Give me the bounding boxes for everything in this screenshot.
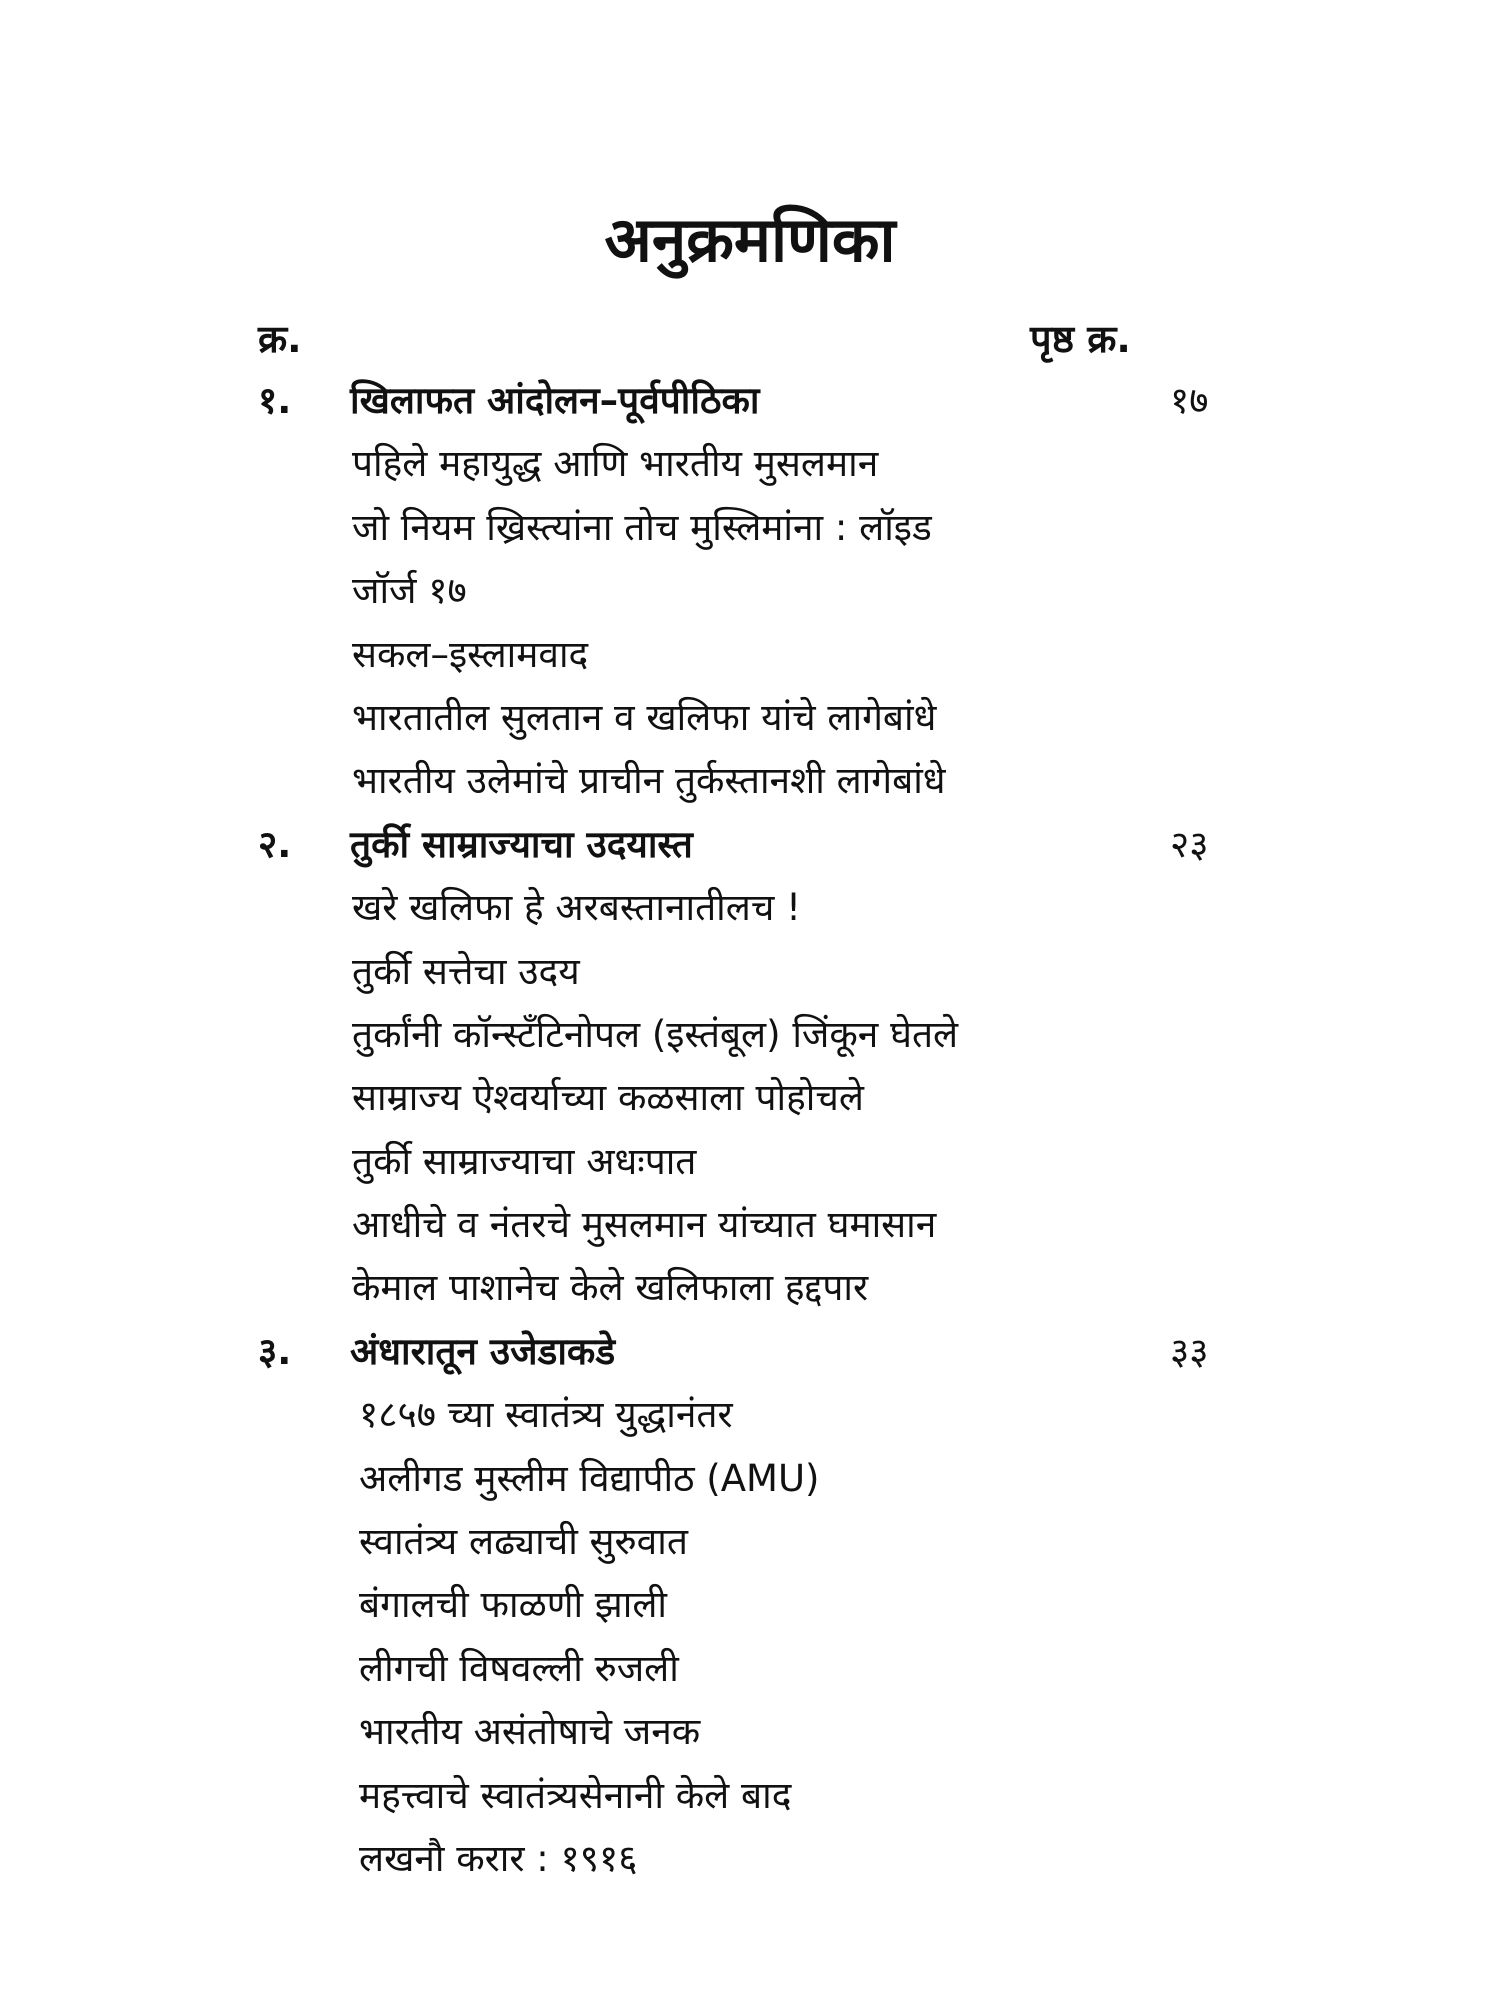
toc-subitem: [0, 749, 1500, 812]
toc-subitem: [0, 686, 1500, 749]
toc-subitem: [0, 1066, 1500, 1129]
subitem-text: तुर्कांनी कॉन्स्टँटिनोपल (इस्तंबूल) जिंकून घेतले: [352, 1012, 959, 1056]
toc-subitem: [0, 496, 1500, 559]
toc-subitem: [0, 1764, 1500, 1827]
subitem-text: खरे खलिफा हे अरबस्तानातीलच !: [352, 886, 801, 930]
page-column-header: पृष्ठ क्र.: [1030, 317, 1131, 361]
section-page-number: १७: [1170, 379, 1209, 422]
toc-subitem: [0, 1700, 1500, 1763]
section-number: १.: [258, 379, 292, 422]
subitem-text: साम्राज्य ऐश्वर्याच्या कळसाला पोहोचले: [352, 1076, 864, 1120]
section-number: २.: [258, 822, 292, 866]
toc-subitem: [0, 559, 1500, 622]
toc-subitem: [0, 1510, 1500, 1573]
subitem-text: पहिले महायुद्ध आणि भारतीय मुसलमान: [352, 442, 879, 486]
subitem-text: जॉर्ज १७: [352, 569, 467, 613]
subitem-text: भारतीय असंतोषाचे जनक: [359, 1710, 701, 1754]
toc-subitem: [0, 1447, 1500, 1510]
subitem-text: १८५७ च्या स्वातंत्र्य युद्धानंतर: [359, 1393, 733, 1437]
subitem-text: तुर्की साम्राज्याचा अधःपात: [352, 1139, 697, 1183]
section-heading: [0, 1320, 1500, 1383]
toc-subitem: [0, 1003, 1500, 1066]
section-heading: [0, 369, 1500, 432]
page-title: अनुक्रमणिका: [604, 203, 896, 276]
section-title: तुर्की साम्राज्याचा उदयास्त: [350, 822, 693, 866]
toc-subitem: [0, 623, 1500, 686]
toc-subitem: [0, 432, 1500, 495]
subitem-text: सकल–इस्लामवाद: [352, 632, 589, 676]
subitem-text: भारतातील सुलतान व खलिफा यांचे लागेबांधे: [352, 695, 937, 739]
section-title: खिलाफत आंदोलन–पूर्वपीठिका: [350, 379, 760, 422]
toc-subitem: [0, 1573, 1500, 1636]
subitem-text: अलीगड मुस्लीम विद्यापीठ (AMU): [359, 1456, 820, 1500]
subitem-text: स्वातंत्र्य लढ्याची सुरुवात: [359, 1520, 688, 1564]
subitem-text: आधीचे व नंतरचे मुसलमान यांच्यात घमासान: [352, 1203, 937, 1247]
subitem-text: तुर्की सत्तेचा उदय: [352, 949, 580, 993]
subitem-text: जो नियम ख्रिस्त्यांना तोच मुस्लिमांना : लॉइड: [352, 505, 932, 549]
toc-subitem: [0, 1193, 1500, 1256]
toc-subitem: [0, 1827, 1500, 1890]
toc-subitem: [0, 1130, 1500, 1193]
section-page-number: २३: [1170, 822, 1209, 866]
section-number: ३.: [258, 1329, 292, 1373]
toc-subitem: [0, 1637, 1500, 1700]
toc-subitem: [0, 876, 1500, 939]
number-column-header: क्र.: [258, 317, 302, 361]
subitem-text: केमाल पाशानेच केले खलिफाला हद्दपार: [352, 1266, 869, 1310]
subitem-text: भारतीय उलेमांचे प्राचीन तुर्कस्तानशी लागेबांधे: [352, 759, 946, 803]
subitem-text: बंगालची फाळणी झाली: [359, 1583, 668, 1627]
table-of-contents: [0, 369, 1500, 1890]
toc-subitem: [0, 1256, 1500, 1319]
section-page-number: ३३: [1170, 1329, 1209, 1373]
subitem-text: लखनौ करार : १९१६: [359, 1836, 638, 1880]
section-heading: [0, 813, 1500, 876]
toc-subitem: [0, 1383, 1500, 1446]
toc-subitem: [0, 940, 1500, 1003]
subitem-text: लीगची विषवल्ली रुजली: [359, 1646, 679, 1690]
subitem-text: महत्त्वाचे स्वातंत्र्यसेनानी केले बाद: [359, 1773, 792, 1817]
section-title: अंधारातून उजेडाकडे: [350, 1329, 616, 1373]
